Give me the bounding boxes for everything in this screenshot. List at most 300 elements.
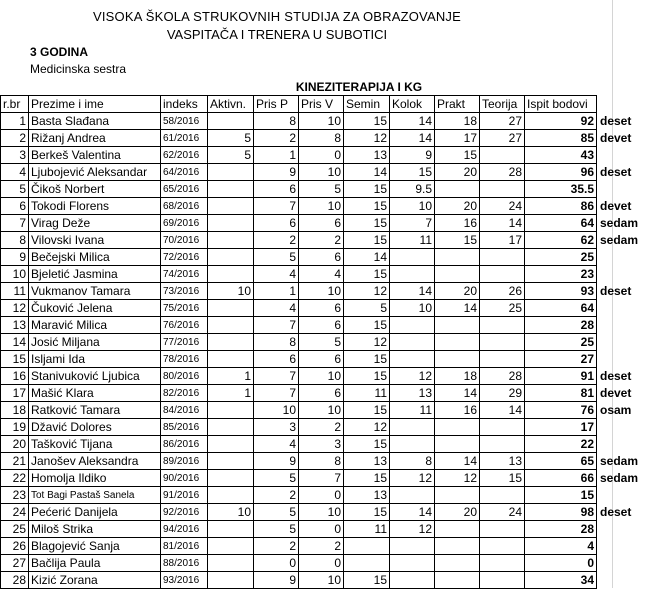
- colloquium-cell: 8: [390, 453, 435, 470]
- grade-cell: deset: [600, 504, 632, 519]
- lecture-attendance-cell: 4: [254, 300, 299, 317]
- header-cell: Pris V: [299, 96, 344, 113]
- name-cell: Miloš Strika: [29, 521, 161, 538]
- activity-cell: [208, 555, 254, 572]
- name-cell: Homolja Ildiko: [29, 470, 161, 487]
- index-cell: 82/2016: [161, 385, 208, 402]
- lecture-attendance-cell: 4: [254, 266, 299, 283]
- grade-cell: sedam: [600, 215, 639, 230]
- colloquium-cell: [390, 572, 435, 589]
- table-row: [1, 300, 649, 317]
- lecture-attendance-cell: 7: [254, 317, 299, 334]
- exam-points-cell: 96: [525, 164, 597, 181]
- seminar-cell: 12: [344, 130, 390, 147]
- exam-points-cell: 43: [525, 147, 597, 164]
- exercise-attendance-cell: 6: [299, 249, 344, 266]
- practical-cell: 16: [435, 402, 480, 419]
- seminar-cell: 15: [344, 368, 390, 385]
- activity-cell: [208, 317, 254, 334]
- index-cell: 77/2016: [161, 334, 208, 351]
- theory-cell: 25: [480, 300, 525, 317]
- theory-cell: [480, 334, 525, 351]
- school-title-line2: VASPITAČA I TRENERA U SUBOTICI: [166, 27, 388, 42]
- lecture-attendance-cell: 6: [254, 181, 299, 198]
- index-cell: 58/2016: [161, 113, 208, 130]
- activity-cell: [208, 453, 254, 470]
- lecture-attendance-cell: 7: [254, 368, 299, 385]
- activity-cell: [208, 266, 254, 283]
- grade-cell: [597, 538, 649, 555]
- grade-cell: [597, 147, 649, 164]
- exercise-attendance-cell: 10: [299, 402, 344, 419]
- table-row: [1, 402, 649, 419]
- rank-cell: 22: [1, 470, 29, 487]
- name-cell: Bačlija Paula: [29, 555, 161, 572]
- lecture-attendance-cell: 1: [254, 147, 299, 164]
- exam-points-cell: 64: [525, 300, 597, 317]
- grade-cell: sedam: [600, 453, 639, 468]
- activity-cell: [208, 198, 254, 215]
- grade-cell: devet: [600, 130, 632, 145]
- lecture-attendance-cell: 8: [254, 113, 299, 130]
- header-cell: Semin: [344, 96, 390, 113]
- activity-cell: 5: [208, 147, 254, 164]
- table-header-row: [1, 96, 649, 113]
- theory-cell: [480, 317, 525, 334]
- lecture-attendance-cell: 7: [254, 198, 299, 215]
- seminar-cell: 13: [344, 453, 390, 470]
- colloquium-cell: 7: [390, 215, 435, 232]
- grade-cell: [597, 555, 649, 572]
- table-row: [1, 419, 649, 436]
- theory-cell: 14: [480, 215, 525, 232]
- rank-cell: 25: [1, 521, 29, 538]
- rank-cell: 7: [1, 215, 29, 232]
- activity-cell: [208, 181, 254, 198]
- seminar-cell: 11: [344, 385, 390, 402]
- lecture-attendance-cell: 5: [254, 249, 299, 266]
- exercise-attendance-cell: 6: [299, 351, 344, 368]
- name-cell: Berkeš Valentina: [29, 147, 161, 164]
- colloquium-cell: [390, 351, 435, 368]
- colloquium-cell: 11: [390, 402, 435, 419]
- exam-points-cell: 25: [525, 249, 597, 266]
- rank-cell: 8: [1, 232, 29, 249]
- grade-cell: [597, 487, 649, 504]
- activity-cell: [208, 572, 254, 589]
- seminar-cell: 14: [344, 249, 390, 266]
- exam-points-cell: 28: [525, 521, 597, 538]
- exam-points-cell: 92: [525, 113, 597, 130]
- rank-cell: 19: [1, 419, 29, 436]
- grade-cell: osam: [600, 402, 632, 417]
- program-label: Medicinska sestra: [30, 62, 127, 76]
- grade-cell: [597, 572, 649, 589]
- theory-cell: [480, 419, 525, 436]
- grade-cell: [597, 419, 649, 436]
- seminar-cell: 15: [344, 504, 390, 521]
- rank-cell: 10: [1, 266, 29, 283]
- rank-cell: 5: [1, 181, 29, 198]
- exam-points-cell: 27: [525, 351, 597, 368]
- theory-cell: [480, 487, 525, 504]
- index-cell: 68/2016: [161, 198, 208, 215]
- rank-cell: 14: [1, 334, 29, 351]
- activity-cell: [208, 215, 254, 232]
- exam-points-cell: 64: [525, 215, 597, 232]
- index-cell: 85/2016: [161, 419, 208, 436]
- theory-cell: [480, 249, 525, 266]
- exam-points-cell: 85: [525, 130, 597, 147]
- grade-cell: [597, 436, 649, 453]
- practical-cell: [435, 555, 480, 572]
- lecture-attendance-cell: 0: [254, 555, 299, 572]
- colloquium-cell: 14: [390, 113, 435, 130]
- table-row: [1, 334, 649, 351]
- index-cell: 91/2016: [161, 487, 208, 504]
- practical-cell: [435, 436, 480, 453]
- grade-cell: [597, 334, 649, 351]
- index-cell: 75/2016: [161, 300, 208, 317]
- exercise-attendance-cell: 3: [299, 436, 344, 453]
- seminar-cell: 13: [344, 147, 390, 164]
- exercise-attendance-cell: 10: [299, 198, 344, 215]
- seminar-cell: 13: [344, 487, 390, 504]
- exam-points-cell: 0: [525, 555, 597, 572]
- index-cell: 76/2016: [161, 317, 208, 334]
- activity-cell: [208, 538, 254, 555]
- seminar-cell: 15: [344, 317, 390, 334]
- name-cell: Mašić Klara: [29, 385, 161, 402]
- exam-points-cell: 62: [525, 232, 597, 249]
- theory-cell: [480, 436, 525, 453]
- exam-points-cell: 66: [525, 470, 597, 487]
- theory-cell: 14: [480, 402, 525, 419]
- name-cell: Josić Miljana: [29, 334, 161, 351]
- grade-cell: sedam: [600, 470, 639, 485]
- practical-cell: [435, 334, 480, 351]
- exercise-attendance-cell: 2: [299, 538, 344, 555]
- lecture-attendance-cell: 6: [254, 351, 299, 368]
- practical-cell: 12: [435, 470, 480, 487]
- name-cell: Isljami Ida: [29, 351, 161, 368]
- activity-cell: [208, 300, 254, 317]
- practical-cell: [435, 249, 480, 266]
- exam-points-cell: 23: [525, 266, 597, 283]
- activity-cell: [208, 249, 254, 266]
- table-row: [1, 130, 649, 147]
- exercise-attendance-cell: 0: [299, 555, 344, 572]
- seminar-cell: 15: [344, 402, 390, 419]
- practical-cell: [435, 419, 480, 436]
- lecture-attendance-cell: 2: [254, 130, 299, 147]
- table-row: [1, 470, 649, 487]
- exercise-attendance-cell: 10: [299, 113, 344, 130]
- rank-cell: 16: [1, 368, 29, 385]
- table-row: [1, 351, 649, 368]
- practical-cell: 18: [435, 368, 480, 385]
- name-cell: Čikoš Norbert: [29, 181, 161, 198]
- name-cell: Stanivuković Ljubica: [29, 368, 161, 385]
- grade-header-empty: [597, 96, 649, 113]
- index-cell: 92/2016: [161, 504, 208, 521]
- rank-cell: 26: [1, 538, 29, 555]
- table-row: [1, 385, 649, 402]
- index-cell: 69/2016: [161, 215, 208, 232]
- name-cell: Tašković Tijana: [29, 436, 161, 453]
- index-cell: 89/2016: [161, 453, 208, 470]
- index-cell: 81/2016: [161, 538, 208, 555]
- rank-cell: 11: [1, 283, 29, 300]
- seminar-cell: 15: [344, 198, 390, 215]
- colloquium-cell: 14: [390, 130, 435, 147]
- activity-cell: [208, 470, 254, 487]
- theory-cell: [480, 555, 525, 572]
- practical-cell: [435, 572, 480, 589]
- index-cell: 94/2016: [161, 521, 208, 538]
- exercise-attendance-cell: 10: [299, 283, 344, 300]
- subject-title: KINEZITERAPIJA I KG: [295, 80, 423, 94]
- seminar-cell: 12: [344, 334, 390, 351]
- header-cell: Aktivn.: [208, 96, 254, 113]
- name-cell: Kizić Zorana: [29, 572, 161, 589]
- colloquium-cell: 12: [390, 470, 435, 487]
- table-row: [1, 317, 649, 334]
- colloquium-cell: 15: [390, 164, 435, 181]
- practical-cell: [435, 266, 480, 283]
- colloquium-cell: 9.5: [390, 181, 435, 198]
- seminar-cell: [344, 555, 390, 572]
- table-row: [1, 453, 649, 470]
- grade-cell: [597, 181, 649, 198]
- header-cell: Pris P: [254, 96, 299, 113]
- lecture-attendance-cell: 2: [254, 232, 299, 249]
- name-cell: Ljubojević Aleksandar: [29, 164, 161, 181]
- seminar-cell: 15: [344, 572, 390, 589]
- rank-cell: 23: [1, 487, 29, 504]
- theory-cell: 17: [480, 232, 525, 249]
- exercise-attendance-cell: 5: [299, 334, 344, 351]
- activity-cell: 10: [208, 283, 254, 300]
- seminar-cell: 15: [344, 470, 390, 487]
- practical-cell: 16: [435, 215, 480, 232]
- activity-cell: 5: [208, 130, 254, 147]
- name-cell: Blagojević Sanja: [29, 538, 161, 555]
- exam-points-cell: 15: [525, 487, 597, 504]
- grades-table: [0, 95, 649, 589]
- index-cell: 88/2016: [161, 555, 208, 572]
- lecture-attendance-cell: 9: [254, 453, 299, 470]
- colloquium-cell: 14: [390, 504, 435, 521]
- theory-cell: [480, 266, 525, 283]
- colloquium-cell: [390, 317, 435, 334]
- grade-cell: deset: [600, 283, 632, 298]
- header-cell: Prakt: [435, 96, 480, 113]
- exercise-attendance-cell: 10: [299, 368, 344, 385]
- practical-cell: 15: [435, 147, 480, 164]
- activity-cell: 1: [208, 385, 254, 402]
- rank-cell: 12: [1, 300, 29, 317]
- lecture-attendance-cell: 3: [254, 419, 299, 436]
- table-row: [1, 521, 649, 538]
- colloquium-cell: 14: [390, 283, 435, 300]
- rank-cell: 9: [1, 249, 29, 266]
- index-cell: 86/2016: [161, 436, 208, 453]
- name-cell: Virag Deže: [29, 215, 161, 232]
- practical-cell: 17: [435, 130, 480, 147]
- index-cell: 72/2016: [161, 249, 208, 266]
- rank-cell: 2: [1, 130, 29, 147]
- name-cell: Pećerić Danijela: [29, 504, 161, 521]
- rank-cell: 1: [1, 113, 29, 130]
- exam-points-cell: 25: [525, 334, 597, 351]
- grade-cell: [597, 317, 649, 334]
- name-cell: Vukmanov Tamara: [29, 283, 161, 300]
- practical-cell: [435, 317, 480, 334]
- theory-cell: 15: [480, 470, 525, 487]
- seminar-cell: 12: [344, 283, 390, 300]
- name-cell: Čuković Jelena: [29, 300, 161, 317]
- exercise-attendance-cell: 4: [299, 266, 344, 283]
- practical-cell: [435, 487, 480, 504]
- practical-cell: 20: [435, 504, 480, 521]
- practical-cell: 15: [435, 232, 480, 249]
- table-row: [1, 266, 649, 283]
- seminar-cell: 12: [344, 419, 390, 436]
- grade-cell: deset: [600, 113, 632, 128]
- table-row: [1, 113, 649, 130]
- table-row: [1, 249, 649, 266]
- table-row: [1, 215, 649, 232]
- theory-cell: 27: [480, 130, 525, 147]
- activity-cell: 1: [208, 368, 254, 385]
- lecture-attendance-cell: 5: [254, 504, 299, 521]
- theory-cell: 24: [480, 504, 525, 521]
- activity-cell: [208, 113, 254, 130]
- index-cell: 78/2016: [161, 351, 208, 368]
- colloquium-cell: [390, 266, 435, 283]
- exam-points-cell: 65: [525, 453, 597, 470]
- practical-cell: [435, 351, 480, 368]
- theory-cell: [480, 351, 525, 368]
- exercise-attendance-cell: 0: [299, 521, 344, 538]
- theory-cell: 26: [480, 283, 525, 300]
- lecture-attendance-cell: 5: [254, 521, 299, 538]
- rank-cell: 6: [1, 198, 29, 215]
- grade-cell: sedam: [600, 232, 639, 247]
- grade-cell: deset: [600, 368, 632, 383]
- table-row: [1, 538, 649, 555]
- exam-points-cell: 22: [525, 436, 597, 453]
- grade-cell: deset: [600, 164, 632, 179]
- practical-cell: [435, 181, 480, 198]
- exercise-attendance-cell: 6: [299, 215, 344, 232]
- rank-cell: 21: [1, 453, 29, 470]
- exam-points-cell: 17: [525, 419, 597, 436]
- exam-points-cell: 86: [525, 198, 597, 215]
- lecture-attendance-cell: 9: [254, 164, 299, 181]
- grade-cell: [597, 266, 649, 283]
- index-cell: 64/2016: [161, 164, 208, 181]
- practical-cell: 20: [435, 164, 480, 181]
- rank-cell: 4: [1, 164, 29, 181]
- activity-cell: [208, 419, 254, 436]
- rank-cell: 17: [1, 385, 29, 402]
- colloquium-cell: [390, 249, 435, 266]
- theory-cell: 28: [480, 368, 525, 385]
- exercise-attendance-cell: 0: [299, 487, 344, 504]
- seminar-cell: 15: [344, 232, 390, 249]
- practical-cell: 14: [435, 300, 480, 317]
- colloquium-cell: 12: [390, 368, 435, 385]
- exercise-attendance-cell: 10: [299, 504, 344, 521]
- index-cell: 70/2016: [161, 232, 208, 249]
- name-cell: Maravić Milica: [29, 317, 161, 334]
- header-cell: indeks: [161, 96, 208, 113]
- name-cell: Janošev Aleksandra: [29, 453, 161, 470]
- seminar-cell: 15: [344, 266, 390, 283]
- rank-cell: 27: [1, 555, 29, 572]
- name-cell: Tot Bagi Pastaš Sanela: [29, 487, 161, 504]
- seminar-cell: 15: [344, 113, 390, 130]
- header-cell: r.br: [1, 96, 29, 113]
- header-cell: Ispit bodovi: [525, 96, 597, 113]
- name-cell: Džavić Dolores: [29, 419, 161, 436]
- index-cell: 62/2016: [161, 147, 208, 164]
- grade-cell: [597, 521, 649, 538]
- seminar-cell: 15: [344, 215, 390, 232]
- table-row: [1, 572, 649, 589]
- theory-cell: [480, 521, 525, 538]
- exam-points-cell: 35.5: [525, 181, 597, 198]
- theory-cell: 28: [480, 164, 525, 181]
- lecture-attendance-cell: 5: [254, 470, 299, 487]
- colloquium-cell: 12: [390, 521, 435, 538]
- name-cell: Rižanj Andrea: [29, 130, 161, 147]
- year-label: 3 GODINA: [30, 45, 89, 59]
- theory-cell: 27: [480, 113, 525, 130]
- seminar-cell: 15: [344, 436, 390, 453]
- colloquium-cell: [390, 334, 435, 351]
- table-row: [1, 147, 649, 164]
- activity-cell: 10: [208, 504, 254, 521]
- table-row: [1, 283, 649, 300]
- lecture-attendance-cell: 2: [254, 538, 299, 555]
- header-cell: Kolok: [390, 96, 435, 113]
- rank-cell: 15: [1, 351, 29, 368]
- exercise-attendance-cell: 6: [299, 385, 344, 402]
- colloquium-cell: 13: [390, 385, 435, 402]
- seminar-cell: 15: [344, 181, 390, 198]
- practical-cell: 20: [435, 283, 480, 300]
- activity-cell: [208, 351, 254, 368]
- colloquium-cell: [390, 538, 435, 555]
- colloquium-cell: 10: [390, 198, 435, 215]
- seminar-cell: 11: [344, 521, 390, 538]
- lecture-attendance-cell: 1: [254, 283, 299, 300]
- exercise-attendance-cell: 10: [299, 572, 344, 589]
- exam-points-cell: 91: [525, 368, 597, 385]
- lecture-attendance-cell: 10: [254, 402, 299, 419]
- rank-cell: 20: [1, 436, 29, 453]
- name-cell: Tokodi Florens: [29, 198, 161, 215]
- exercise-attendance-cell: 5: [299, 181, 344, 198]
- grade-cell: [597, 249, 649, 266]
- activity-cell: [208, 436, 254, 453]
- colloquium-cell: 10: [390, 300, 435, 317]
- table-row: [1, 198, 649, 215]
- table-row: [1, 504, 649, 521]
